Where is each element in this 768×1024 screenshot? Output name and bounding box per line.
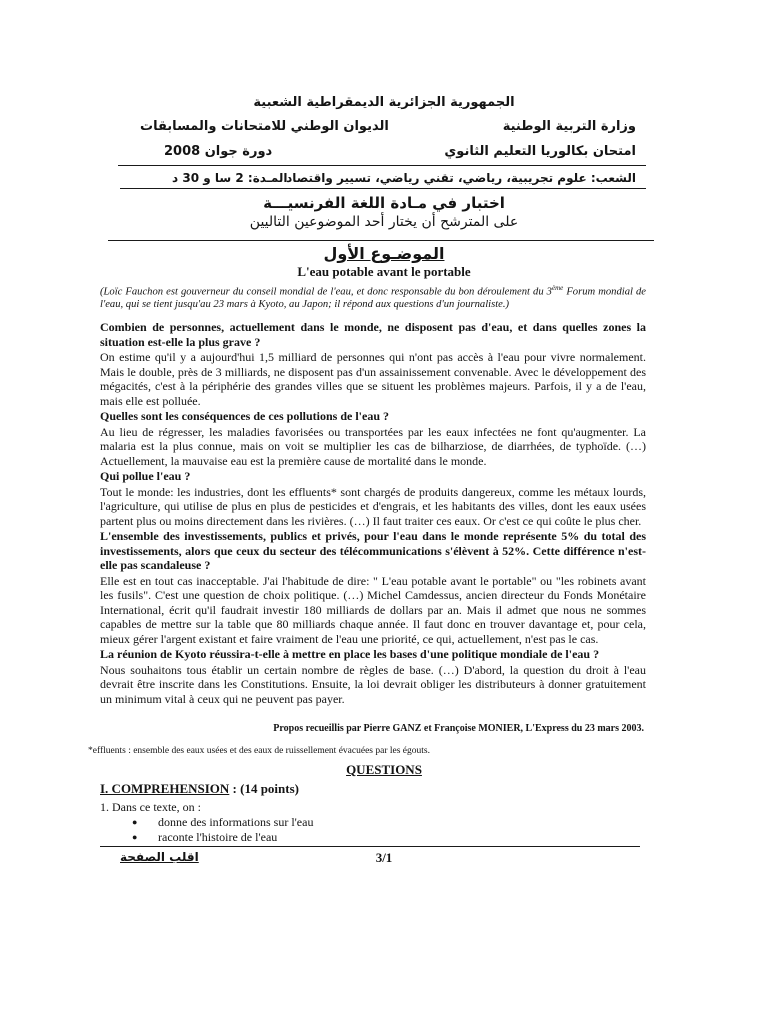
answer-options (128, 815, 313, 845)
answer-4: Elle est en tout cas inacceptable. J'ai l'habitude de dire: " L'eau potable avant le portable" ou "les robinets avant les fusils". C'est une question de choix politique. (…) Michel Camdessus, ancien directeur du Fonds Monétaire International, écrit qu'il faudrait investir 180 milliards de dollars par an. Mais il admet que nous ne sommes capables de mettre sur la table que 80 milliards chaque année. Il faut donc en trouver davantage et, pour cela, mieux gérer l'argent existant et faire vraiment de l'eau une priorité, ce qui, actuellement, n'est pas le cas. (100, 573, 646, 646)
article-intro (100, 282, 646, 312)
exam-streams: الشعب: علوم تجريبية، رياضي، تقني رياضي، تسيير واقتصاد (286, 171, 636, 185)
ministry-name: وزارة التربية الوطنية (502, 119, 636, 134)
question-2: Quelles sont les conséquences de ces pollutions de l'eau ? (100, 409, 390, 423)
questions-heading: QUESTIONS (346, 762, 422, 777)
intro-text-a: (Loïc Fauchon est gouverneur du conseil mondial de l'eau, et donc responsable du bon déroulement du 3 (100, 286, 552, 298)
header-divider-bottom (120, 188, 646, 189)
question-1: Combien de personnes, actuellement dans le monde, ne disposent pas d'eau, et dans quelles zones la situation est-elle la plus grave ? (100, 320, 646, 349)
page-number: 3/1 (375, 850, 393, 865)
question-5: La réunion de Kyoto réussira-t-elle à mettre en place les bases d'une politique mondiale de l'eau ? (100, 647, 600, 661)
intro-superscript: ème (551, 284, 564, 292)
question-3: Qui pollue l'eau ? (100, 469, 191, 483)
exam-session: دورة جوان 2008 (164, 144, 273, 159)
exam-office-name: الديوان الوطني للامتحانات والمسابقات (140, 119, 389, 134)
republic-heading: الجمهورية الجزائرية الديمقراطية الشعبية (253, 95, 515, 110)
instruction-divider (108, 240, 654, 241)
choice-instruction: على المترشح أن يختار أحد الموضوعين التاليين (249, 214, 519, 230)
answer-2: Au lieu de régresser, les maladies favorisées ou transportées par les eaux infectées ne font qu'augmenter. La malaria est la plus connue, mais on voit se multiplier les cas de bilharziose, de diarrhées, de typhoïde. (…) Actuellement, la mauvaise eau est la première cause de mortalité dans le monde. (100, 424, 646, 468)
footnote: *effluents : ensemble des eaux usées et des eaux de ruissellement évacuées par les égouts. (88, 746, 430, 756)
header-divider-top (118, 165, 646, 166)
article-title: L'eau potable avant le portable (297, 264, 471, 279)
option-item: ● raconte l'histoire de l'eau (128, 830, 313, 845)
exam-name: امتحان بكالوريا التعليم الثانوي (444, 144, 636, 159)
answer-3: Tout le monde: les industries, dont les effluents* sont chargés de produits dangereux, comme les métaux lourds, l'agriculture, qui utilise de plus en plus de pesticides et d'engrais, et les habitants des villes, dont les eaux usées partent plus ou moins directement dans les rivières. (…) Il faut traiter ces eaux. Or c'est ce qui coûte le plus cher. (100, 484, 646, 528)
comprehension-heading (100, 781, 299, 797)
article-source: Propos recueillis par Pierre GANZ et Françoise MONIER, L'Express du 23 mars 2003. (273, 723, 644, 734)
subject-title: اختبار في مـادة اللغة الفرنسيـــة (263, 194, 505, 212)
article-body (100, 320, 646, 707)
exam-duration: المـدة: 2 سا و 30 د (172, 171, 288, 185)
question-4: L'ensemble des investissements, publics et privés, pour l'eau dans le monde représente 5% du total des investissements, alors que ceux du secteur des télécommunications s'élèvent à 52%. Cette différence n'est-elle pas scandaleuse ? (100, 529, 646, 572)
answer-1: On estime qu'il y a aujourd'hui 1,5 milliard de personnes qui n'ont pas accès à l'eau pour vivre normalement. Mais le double, près de 3 milliards, ne disposent pas d'un assainissement convenable. Avec le développement des mégacités, c'est à la périphérie des grandes villes que se situent les problèmes majeurs. Parfois, il y a de l'eau, mais elle est polluée. (100, 350, 646, 408)
intro-text-b: Forum mondial de l'eau, qui se tient jusqu'au 23 mars à Kyoto, au Japon; il répond aux questions d'un journaliste.) (100, 286, 646, 311)
option-item: ● donne des informations sur l'eau (128, 815, 313, 830)
footer-divider (100, 846, 640, 847)
turn-page-note: اقلب الصفحة (120, 850, 199, 864)
answer-5: Nous souhaitons tous établir un certain nombre de règles de base. (…) D'abord, la question du droit à l'eau devrait être inscrite dans les Constitutions. Ensuite, la loi devrait obliger les distributeurs à donner gratuitement un minimum vital à ceux qui ne peuvent pas payer. (100, 662, 646, 706)
topic-title: الموضـوع الأول (323, 244, 445, 263)
question-item-1: 1. Dans ce texte, on : (100, 800, 201, 814)
comprehension-points: : (14 points) (229, 781, 299, 796)
comprehension-label: I. COMPREHENSION (100, 781, 230, 796)
